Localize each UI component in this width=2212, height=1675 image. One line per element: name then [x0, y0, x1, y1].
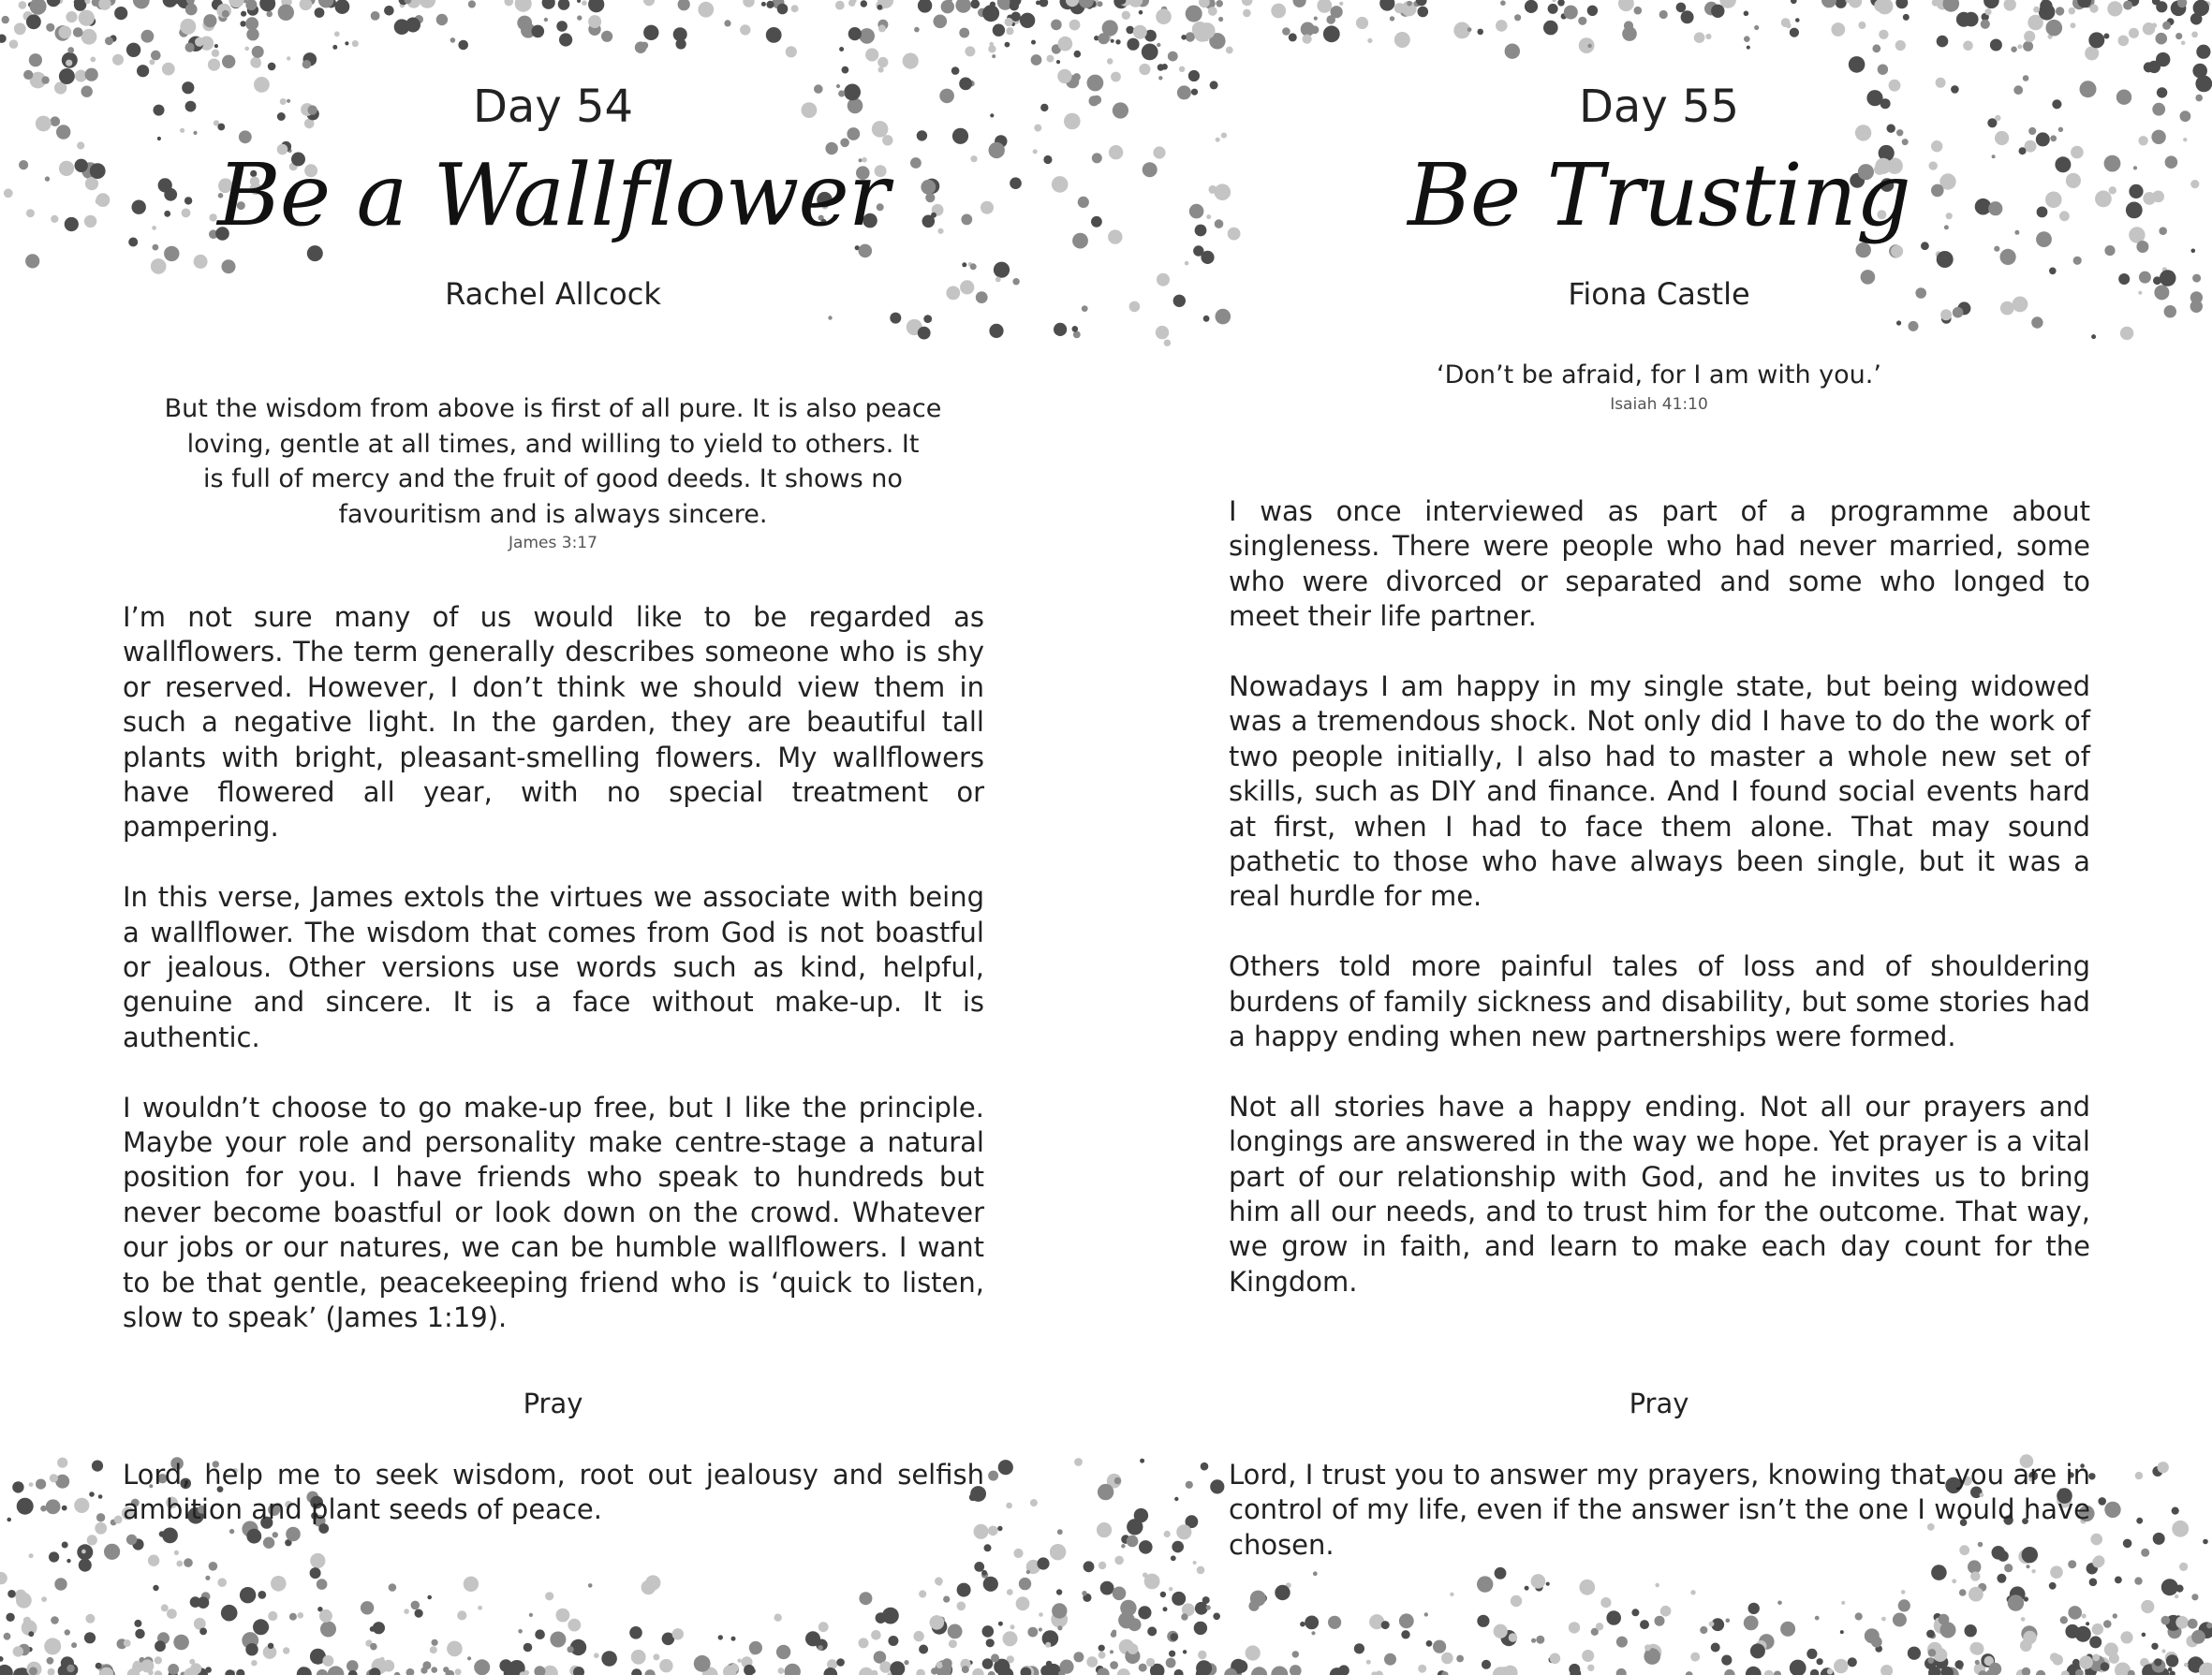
devotion-body: [123, 600, 984, 1336]
devotion-title: Be Trusting: [1408, 145, 1910, 245]
body-paragraph: I was once interviewed as part of a programme about singleness. There were people who had never married, some who were divorced or separated and some who longed to meet their life partner.: [1229, 495, 2090, 633]
body-paragraph: In this verse, James extols the virtues we associate with being a wallflower. The wisdom that comes from God is not boastful or jealous. Other versions use words such as kind, helpful, genuine and sincere. It is a face without make-up. It is authentic.: [123, 881, 984, 1053]
verse-line: favouritism and is always sincere.: [338, 499, 768, 529]
body-paragraph: Not all stories have a happy ending. Not all our prayers and longings are answered in the way we hope. Yet prayer is a vital part of our relationship with God, and he invites us to bring him all our needs, and to trust him for the outcome. That way, we grow in faith, and learn to make each day count for the Kingdom.: [1229, 1090, 2090, 1298]
verse-line: loving, gentle at all times, and willing to yield to others. It: [186, 429, 920, 459]
day-number: Day 55: [1578, 81, 1740, 133]
body-paragraph: Others told more painful tales of loss and of shouldering burdens of family sickness and disability, but some stories had a happy ending when new partnerships were formed.: [1229, 950, 2090, 1053]
day-number: Day 54: [472, 81, 634, 133]
pray-heading: Pray: [1629, 1388, 1689, 1419]
prayer-text: Lord, help me to seek wisdom, root out jealousy and selfish ambition and plant seeds of peace.: [123, 1459, 984, 1526]
verse-reference: Isaiah 41:10: [1610, 394, 1708, 414]
scripture-verse: [1106, 358, 2212, 416]
devotion-body: [1229, 494, 2090, 1300]
right-page: [1106, 0, 2212, 1675]
author-name: Fiona Castle: [1568, 276, 1750, 312]
body-paragraph: Nowadays I am happy in my single state, but being widowed was a tremendous shock. Not only did I have to do the work of two people initially, I also had to master a whole new set of skills, such as DIY and finance. And I found social events hard at first, when I had to face them alone. That may sound pathetic to those who have always been single, but it was a real hurdle for me.: [1229, 670, 2090, 913]
body-paragraph: I’m not sure many of us would like to be regarded as wallflowers. The term generally describes someone who is shy or reserved. However, I don’t think we should view them in such a negative light. In the garden, they are beautiful tall plants with bright, pleasant-smelling flowers. My wallflowers have flowered all year, with no special treatment or pampering.: [123, 601, 984, 844]
prayer-text: Lord, I trust you to answer my prayers, knowing that you are in control of my life, even if the answer isn’t the one I would have chosen.: [1229, 1459, 2090, 1561]
verse-line: is full of mercy and the fruit of good deeds. It shows no: [203, 464, 903, 493]
devotion-title: Be a Wallflower: [217, 145, 889, 245]
body-paragraph: I wouldn’t choose to go make-up free, but I like the principle. Maybe your role and personality make centre-stage a natural position for you. I have friends who speak to hundreds but never become boastful or look down on the crowd. Whatever our jobs or our natures, we can be humble wallflowers. I want to be that gentle, peacekeeping friend who is ‘quick to listen, slow to speak’ (James 1:19).: [123, 1091, 984, 1334]
verse-line: But the wisdom from above is first of all pure. It is also peace: [164, 394, 942, 423]
verse-line: ‘Don’t be afraid, for I am with you.’: [1437, 360, 1881, 389]
verse-reference: James 3:17: [509, 534, 597, 552]
scripture-verse: [131, 391, 975, 554]
author-name: Rachel Allcock: [445, 276, 661, 312]
pray-heading: Pray: [523, 1388, 583, 1419]
